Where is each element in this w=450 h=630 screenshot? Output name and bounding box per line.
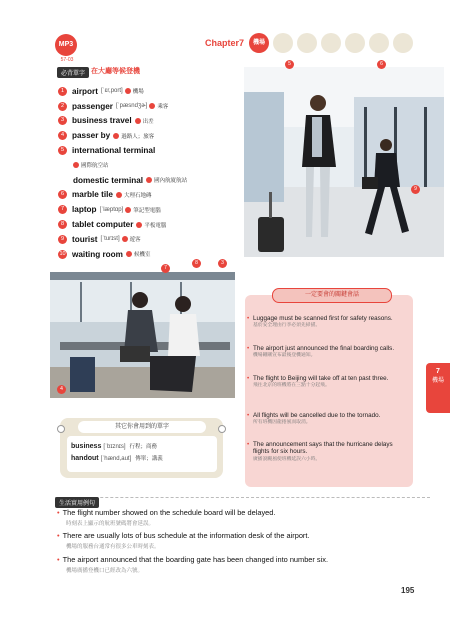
side-tab-label: 機場: [431, 378, 444, 384]
vocab-word: airport: [72, 86, 98, 96]
vocab-translation: 筆記型電腦: [133, 207, 161, 214]
example-sentence-en: The flight number showed on the schedule board will be delayed.: [62, 508, 276, 517]
vocab-item: [58, 84, 238, 99]
photo-pin-marker: 8: [192, 259, 201, 268]
example-sentence-zh: 機場的服務台通常有很多公車時刻表。: [66, 544, 160, 550]
vocab-number-icon: 3: [58, 116, 67, 125]
vocab-translation: 機場: [132, 89, 144, 96]
vocab-word: passer by: [72, 131, 111, 141]
key-sentence: [247, 441, 403, 463]
other-word-row: [71, 453, 213, 465]
part-of-speech-icon: [149, 103, 155, 109]
vocab-translation: 乘客: [157, 104, 169, 111]
vocab-word: business travel: [72, 116, 132, 126]
bullet-icon: •: [247, 345, 250, 352]
mp3-logo-icon: MP3: [55, 34, 77, 56]
vocab-item: [58, 247, 238, 262]
example-sentence-zh: 機場廣播登機口已經改為六號。: [66, 568, 144, 574]
vocab-number-icon: 4: [58, 131, 67, 140]
example-sentence: [57, 555, 328, 564]
section-title: 在大廳等候登機: [91, 68, 140, 75]
key-sentence-zh: 飛往北京的班機將在三點十分起飛。: [253, 383, 330, 389]
vocab-translation: 大理石地磚: [123, 192, 152, 199]
key-sentence-zh: 廣播說颶風使班機延誤六小時。: [253, 456, 321, 462]
vocab-word: tourist: [72, 234, 98, 244]
photo-pin-marker: 3: [218, 259, 227, 268]
vocab-word: tablet computer: [72, 220, 134, 230]
vocab-word: passenger: [72, 101, 113, 111]
ring-hole-icon: [218, 425, 226, 433]
key-sentence: [247, 315, 403, 329]
other-word: handout: [71, 455, 99, 462]
part-of-speech-icon: [146, 177, 152, 183]
key-sentence: [247, 375, 403, 389]
vocab-pronunciation: [ˈɛr,port]: [100, 88, 123, 95]
example-sentence: [57, 508, 275, 517]
part-of-speech-icon: [122, 236, 128, 242]
vocab-translation: 候機室: [133, 252, 151, 259]
vocab-item: [58, 217, 238, 232]
vocab-pronunciation: [ˈturɪst]: [100, 236, 120, 243]
airport-photo-woman: [244, 67, 444, 257]
chapter-circle[interactable]: [321, 33, 341, 53]
chapter-circle[interactable]: [369, 33, 389, 53]
vocab-item: [58, 232, 238, 247]
vocab-number-icon: 6: [58, 190, 67, 199]
part-of-speech-icon: [136, 222, 142, 228]
vocab-item: [58, 114, 238, 129]
part-of-speech-icon: [73, 162, 79, 168]
key-sentence-en: Luggage must be scanned first for safety reasons.: [253, 315, 393, 322]
bullet-icon: •: [247, 375, 250, 382]
part-of-speech-icon: [125, 88, 131, 94]
vocab-number-icon: 2: [58, 102, 67, 111]
vocab-translation: 過路人；旅客: [121, 133, 155, 140]
part-of-speech-icon: [116, 192, 122, 198]
part-of-speech-icon: [126, 251, 132, 257]
vocab-list: [58, 84, 238, 262]
section-tag: 必背單字: [57, 67, 89, 78]
airport-photo-waiting: [50, 272, 235, 398]
vocab-item: [58, 143, 238, 158]
example-sentence: [57, 531, 310, 540]
waiting-room-illustration: [50, 272, 235, 398]
vocab-number-icon: 5: [58, 146, 67, 155]
vocab-item: [58, 99, 238, 114]
vocab-word: waiting room: [72, 249, 123, 259]
example-sentence-en: The airport announced that the boarding gate has been changed into number six.: [62, 555, 329, 564]
vocab-word: domestic terminal: [73, 175, 144, 185]
bullet-icon: •: [247, 412, 250, 419]
key-sentence: [247, 345, 403, 359]
vocab-word: marble tile: [72, 190, 113, 200]
bullet-icon: •: [247, 315, 250, 322]
key-sentences-box: [245, 295, 413, 487]
section-divider: [55, 497, 430, 498]
other-word-row: [71, 441, 213, 453]
vocab-number-icon: 8: [58, 220, 67, 229]
chapter-circle[interactable]: [297, 33, 317, 53]
part-of-speech-icon: [113, 133, 119, 139]
photo-pin-marker: 5: [285, 60, 294, 69]
airport-scene-illustration: [244, 67, 444, 257]
bullet-icon: •: [57, 508, 60, 517]
other-words-list: [67, 436, 217, 472]
vocab-number-icon: 9: [58, 235, 67, 244]
side-tab-number: 7: [436, 368, 440, 375]
vocab-item: [58, 202, 238, 217]
vocab-pronunciation: [ˈlæptɑp]: [99, 206, 124, 213]
bullet-icon: •: [57, 555, 60, 564]
photo-pin-marker: 4: [57, 385, 66, 394]
other-word-zh: 行程；商務: [129, 444, 158, 450]
vocab-pronunciation: [ˈpæsndʒɚ]: [115, 103, 148, 110]
chapter-circle[interactable]: [273, 33, 293, 53]
bottom-section-tag: 生活實用例句: [55, 497, 99, 508]
bullet-icon: •: [247, 441, 250, 448]
photo-pin-marker: 6: [377, 60, 386, 69]
example-sentence-en: There are usually lots of bus schedule at the information desk of the airport.: [62, 531, 310, 540]
vocab-number-icon: 7: [58, 205, 67, 214]
vocab-translation: 國內航廈航站: [154, 178, 188, 185]
photo-pin-marker: 7: [161, 264, 170, 273]
vocab-translation: 國際航空站: [81, 163, 109, 170]
chapter-side-tab[interactable]: [426, 363, 450, 413]
key-sentence-en: The announcement says that the hurricane delays flights for six hours.: [253, 441, 393, 456]
example-sentence-zh: 時刻表上顯示的航班號碼將會延誤。: [66, 521, 155, 527]
chapter-circle[interactable]: [345, 33, 365, 53]
track-number: 57-03: [60, 57, 74, 63]
vocab-translation: 出差: [142, 118, 154, 125]
vocab-item: [58, 158, 238, 173]
other-word-pron: [ˈbɪznɪs]: [103, 444, 126, 450]
other-word-zh: 傳單；講義: [135, 456, 163, 462]
ring-hole-icon: [57, 425, 65, 433]
vocab-word: international terminal: [72, 146, 156, 156]
other-words-title: 其它你會用到的單字: [78, 421, 206, 433]
key-sentence-zh: 基於安全理由行李必須先掃描。: [253, 323, 321, 329]
other-word: business: [71, 443, 102, 450]
key-sentence-zh: 所有班機因龍捲風而取消。: [253, 420, 311, 426]
part-of-speech-icon: [135, 118, 141, 124]
vocab-number-icon: 1: [58, 87, 67, 96]
key-sentences-title: 一定要會的關鍵會話: [272, 288, 392, 303]
key-sentence-en: The flight to Beijing will take off at ten past three.: [253, 375, 389, 382]
photo-pin-marker: 9: [411, 185, 420, 194]
vocab-number-icon: 10: [59, 250, 66, 257]
vocab-item: [58, 173, 238, 188]
vocab-translation: 遊客: [129, 237, 141, 244]
vocab-item: [58, 128, 238, 143]
key-sentence-zh: 機場剛剛宣布最後登機通知。: [253, 353, 316, 359]
chapter-label: Chapter7: [205, 38, 245, 48]
chapter-circle-active[interactable]: 機場: [249, 33, 269, 53]
part-of-speech-icon: [125, 207, 131, 213]
bullet-icon: •: [57, 531, 60, 540]
chapter-circle[interactable]: [393, 33, 413, 53]
key-sentence-en: All flights will be cancelled due to the tornado.: [253, 412, 381, 419]
other-word-pron: [ˈhænd,aut]: [100, 456, 132, 462]
page-number: 195: [401, 586, 415, 595]
vocab-translation: 平板電腦: [144, 222, 167, 229]
key-sentence-en: The airport just announced the final boarding calls.: [253, 345, 395, 352]
key-sentence: [247, 412, 403, 426]
vocab-item: [58, 188, 238, 203]
vocab-word: laptop: [72, 205, 97, 215]
